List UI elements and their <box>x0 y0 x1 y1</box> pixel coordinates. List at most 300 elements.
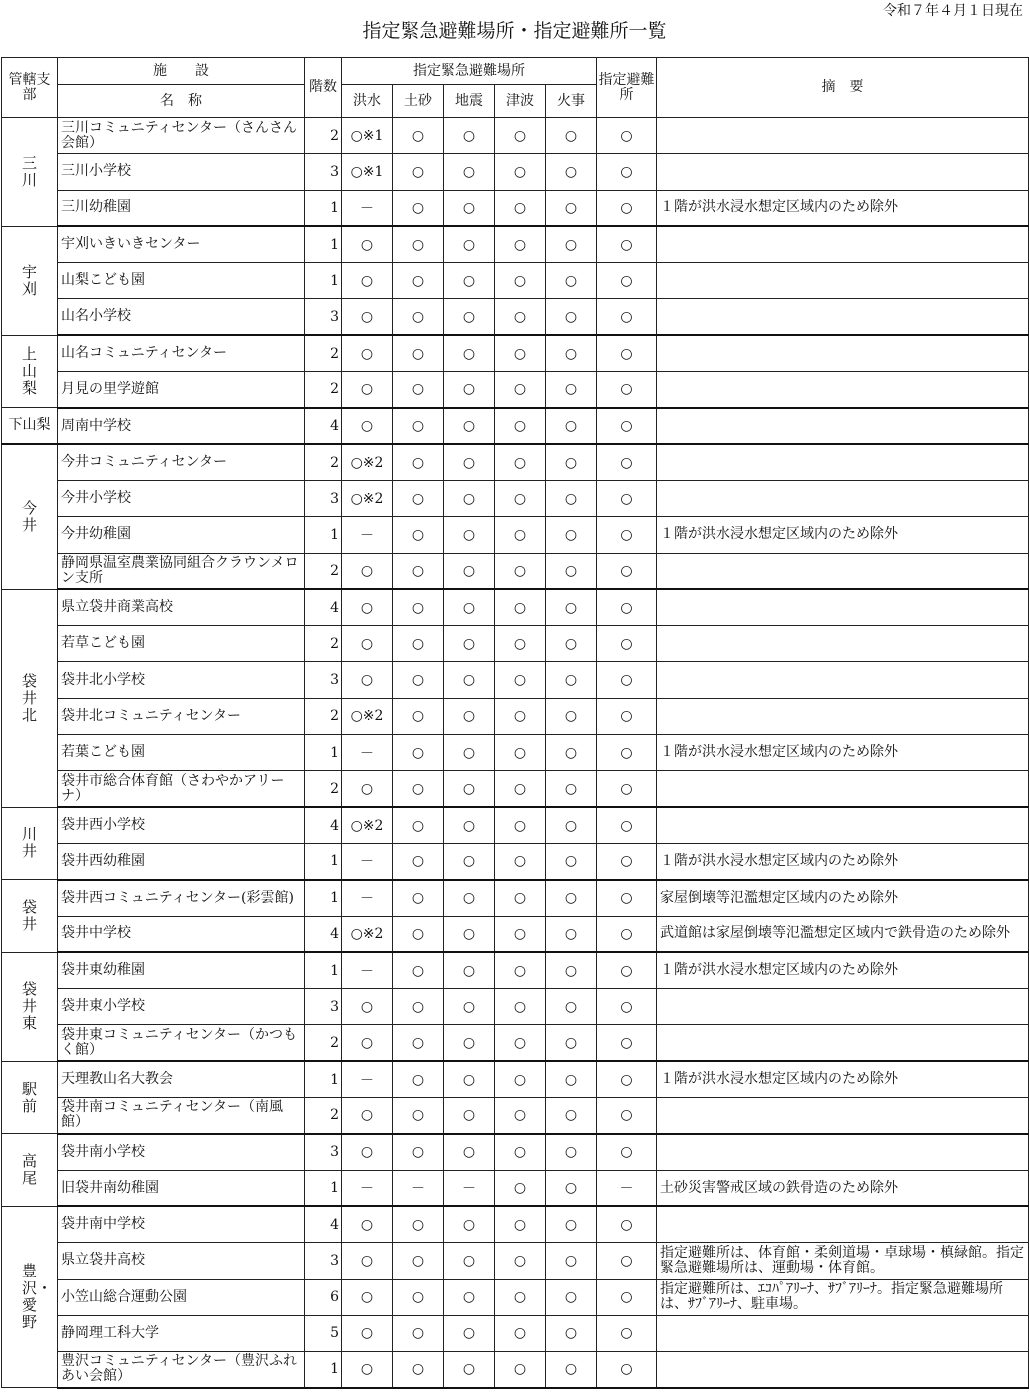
fire-mark: ○ <box>546 154 597 190</box>
fire-mark: ○ <box>546 335 597 371</box>
tsunami-mark: ○ <box>495 480 546 516</box>
flood-mark: ○ <box>342 263 393 299</box>
shelter-mark: ○ <box>597 226 657 262</box>
landslide-mark: ○ <box>393 263 444 299</box>
landslide-mark: ○ <box>393 1061 444 1097</box>
fire-mark: ○ <box>546 408 597 444</box>
tsunami-mark: ○ <box>495 1098 546 1134</box>
summary-note: １階が洪水浸水想定区域内のため除外 <box>657 735 1029 771</box>
landslide-mark: ○ <box>393 190 444 226</box>
table-row <box>2 880 1029 916</box>
facility-name: 月見の里学遊館 <box>58 372 305 408</box>
landslide-mark: ○ <box>393 372 444 408</box>
facility-name: 袋井南小学校 <box>58 1134 305 1170</box>
summary-note <box>657 335 1029 371</box>
table-row <box>2 1098 1029 1134</box>
earthquake-mark: ○ <box>444 299 495 335</box>
shelter-mark: ○ <box>597 1025 657 1061</box>
landslide-mark: ○ <box>393 1279 444 1315</box>
fire-mark: ○ <box>546 553 597 589</box>
floors-cell: 1 <box>305 1170 342 1206</box>
floors-cell: 6 <box>305 1279 342 1315</box>
header-floors: 階数 <box>305 58 342 118</box>
branch-cell <box>2 118 58 227</box>
floors-cell: 2 <box>305 771 342 807</box>
floors-cell: 1 <box>305 735 342 771</box>
branch-label: 宇刈 <box>22 262 38 298</box>
shelter-mark: ○ <box>597 735 657 771</box>
tsunami-mark: ○ <box>495 408 546 444</box>
flood-mark: ○ <box>342 1098 393 1134</box>
summary-note <box>657 589 1029 625</box>
flood-mark: ○ <box>342 1206 393 1242</box>
branch-label: 上山梨 <box>22 345 38 398</box>
fire-mark: ○ <box>546 589 597 625</box>
shelter-mark: ○ <box>597 662 657 698</box>
facility-name: 今井幼稚園 <box>58 517 305 553</box>
table-row <box>2 807 1029 843</box>
earthquake-mark: ○ <box>444 372 495 408</box>
landslide-mark: ○ <box>393 662 444 698</box>
fire-mark: ○ <box>546 263 597 299</box>
floors-cell: 3 <box>305 480 342 516</box>
table-row <box>2 154 1029 190</box>
fire-mark: ○ <box>546 1243 597 1279</box>
table-row <box>2 1134 1029 1170</box>
table-row <box>2 1025 1029 1061</box>
shelter-mark: ○ <box>597 698 657 734</box>
branch-cell <box>2 807 58 880</box>
summary-note <box>657 807 1029 843</box>
landslide-mark: ○ <box>393 771 444 807</box>
flood-mark: ○※1 <box>342 118 393 154</box>
tsunami-mark: ○ <box>495 626 546 662</box>
table-row <box>2 952 1029 988</box>
floors-cell: 2 <box>305 626 342 662</box>
facility-name: 静岡理工科大学 <box>58 1315 305 1351</box>
fire-mark: ○ <box>546 480 597 516</box>
shelter-mark: ○ <box>597 626 657 662</box>
shelter-mark: ○ <box>597 1098 657 1134</box>
landslide-mark: － <box>393 1170 444 1206</box>
fire-mark: ○ <box>546 662 597 698</box>
table-row <box>2 480 1029 516</box>
floors-cell: 1 <box>305 263 342 299</box>
table-row <box>2 335 1029 371</box>
table-row <box>2 626 1029 662</box>
branch-label: 駅前 <box>22 1079 38 1115</box>
earthquake-mark: ○ <box>444 662 495 698</box>
earthquake-mark: － <box>444 1170 495 1206</box>
facility-name: 宇刈いきいきセンター <box>58 226 305 262</box>
fire-mark: ○ <box>546 1315 597 1351</box>
fire-mark: ○ <box>546 1098 597 1134</box>
landslide-mark: ○ <box>393 1025 444 1061</box>
facility-name: 豊沢コミュニティセンター（豊沢ふれあい会館） <box>58 1352 305 1388</box>
floors-cell: 1 <box>305 517 342 553</box>
fire-mark: ○ <box>546 807 597 843</box>
facility-name: 静岡県温室農業協同組合クラウンメロン支所 <box>58 553 305 589</box>
table-row <box>2 299 1029 335</box>
flood-mark: ○ <box>342 372 393 408</box>
landslide-mark: ○ <box>393 589 444 625</box>
facility-name: 袋井西幼稚園 <box>58 843 305 879</box>
floors-cell: 5 <box>305 1315 342 1351</box>
landslide-mark: ○ <box>393 1098 444 1134</box>
flood-mark: ○ <box>342 1025 393 1061</box>
earthquake-mark: ○ <box>444 1243 495 1279</box>
tsunami-mark: ○ <box>495 952 546 988</box>
floors-cell: 1 <box>305 190 342 226</box>
branch-cell <box>2 1134 58 1207</box>
landslide-mark: ○ <box>393 335 444 371</box>
shelter-mark: ○ <box>597 335 657 371</box>
fire-mark: ○ <box>546 1061 597 1097</box>
fire-mark: ○ <box>546 1352 597 1388</box>
facility-name: 袋井南コミュニティセンター（南風館） <box>58 1098 305 1134</box>
summary-note <box>657 1315 1029 1351</box>
branch-label: 高尾 <box>22 1152 38 1188</box>
earthquake-mark: ○ <box>444 444 495 480</box>
shelter-mark: ○ <box>597 1279 657 1315</box>
as-of-date: 令和７年４月１日現在 <box>883 3 1023 19</box>
shelter-mark: ○ <box>597 771 657 807</box>
flood-mark: ○※2 <box>342 916 393 952</box>
table-row <box>2 843 1029 879</box>
summary-note <box>657 553 1029 589</box>
floors-cell: 2 <box>305 444 342 480</box>
floors-cell: 1 <box>305 226 342 262</box>
table-row <box>2 553 1029 589</box>
floors-cell: 4 <box>305 589 342 625</box>
shelter-mark: ○ <box>597 444 657 480</box>
earthquake-mark: ○ <box>444 1134 495 1170</box>
floors-cell: 2 <box>305 335 342 371</box>
tsunami-mark: ○ <box>495 1206 546 1242</box>
fire-mark: ○ <box>546 190 597 226</box>
tsunami-mark: ○ <box>495 843 546 879</box>
table-header <box>2 58 1029 118</box>
header-hazard-tsunami: 津波 <box>495 85 546 118</box>
shelter-mark: ○ <box>597 190 657 226</box>
earthquake-mark: ○ <box>444 1206 495 1242</box>
table-row <box>2 916 1029 952</box>
fire-mark: ○ <box>546 626 597 662</box>
landslide-mark: ○ <box>393 626 444 662</box>
fire-mark: ○ <box>546 952 597 988</box>
fire-mark: ○ <box>546 698 597 734</box>
shelter-mark: ○ <box>597 989 657 1025</box>
facility-name: 三川コミュニティセンター（さんさん会館） <box>58 118 305 154</box>
flood-mark: ○※1 <box>342 154 393 190</box>
floors-cell: 2 <box>305 1098 342 1134</box>
table-row <box>2 1170 1029 1206</box>
summary-note <box>657 1134 1029 1170</box>
tsunami-mark: ○ <box>495 190 546 226</box>
header-branch: 管轄支部 <box>2 58 58 118</box>
tsunami-mark: ○ <box>495 1061 546 1097</box>
summary-note <box>657 989 1029 1025</box>
summary-note <box>657 299 1029 335</box>
tsunami-mark: ○ <box>495 118 546 154</box>
summary-note <box>657 263 1029 299</box>
table-row <box>2 1061 1029 1097</box>
table-row <box>2 698 1029 734</box>
flood-mark: ○ <box>342 553 393 589</box>
floors-cell: 4 <box>305 408 342 444</box>
branch-label: 三川 <box>22 153 38 189</box>
summary-note: 指定避難所は、体育館・柔剣道場・卓球場・槙緑館。指定緊急避難場所は、運動場・体育館。 <box>657 1243 1029 1279</box>
facility-name: 今井コミュニティセンター <box>58 444 305 480</box>
earthquake-mark: ○ <box>444 1352 495 1388</box>
branch-cell <box>2 444 58 589</box>
floors-cell: 1 <box>305 952 342 988</box>
summary-note <box>657 626 1029 662</box>
flood-mark: ○ <box>342 1352 393 1388</box>
floors-cell: 2 <box>305 553 342 589</box>
landslide-mark: ○ <box>393 1315 444 1351</box>
shelter-mark: ○ <box>597 408 657 444</box>
earthquake-mark: ○ <box>444 517 495 553</box>
branch-cell: 下山梨 <box>2 408 58 444</box>
shelter-mark: ○ <box>597 916 657 952</box>
floors-cell: 3 <box>305 662 342 698</box>
landslide-mark: ○ <box>393 807 444 843</box>
flood-mark: － <box>342 1061 393 1097</box>
branch-cell <box>2 952 58 1061</box>
tsunami-mark: ○ <box>495 1315 546 1351</box>
tsunami-mark: ○ <box>495 1134 546 1170</box>
landslide-mark: ○ <box>393 517 444 553</box>
summary-note: １階が洪水浸水想定区域内のため除外 <box>657 1061 1029 1097</box>
header-facility-group: 施 設 <box>58 58 305 85</box>
table-row <box>2 444 1029 480</box>
tsunami-mark: ○ <box>495 1279 546 1315</box>
floors-cell: 1 <box>305 843 342 879</box>
header-hazard-earthquake: 地震 <box>444 85 495 118</box>
earthquake-mark: ○ <box>444 408 495 444</box>
tsunami-mark: ○ <box>495 698 546 734</box>
fire-mark: ○ <box>546 1025 597 1061</box>
earthquake-mark: ○ <box>444 335 495 371</box>
table-row <box>2 662 1029 698</box>
table-row <box>2 118 1029 154</box>
shelter-mark: ○ <box>597 299 657 335</box>
floors-cell: 3 <box>305 154 342 190</box>
tsunami-mark: ○ <box>495 226 546 262</box>
earthquake-mark: ○ <box>444 1098 495 1134</box>
tsunami-mark: ○ <box>495 989 546 1025</box>
tsunami-mark: ○ <box>495 662 546 698</box>
facility-name: 小笠山総合運動公園 <box>58 1279 305 1315</box>
shelter-mark: ○ <box>597 517 657 553</box>
landslide-mark: ○ <box>393 843 444 879</box>
facility-name: 袋井北コミュニティセンター <box>58 698 305 734</box>
landslide-mark: ○ <box>393 880 444 916</box>
landslide-mark: ○ <box>393 698 444 734</box>
shelter-mark: ○ <box>597 118 657 154</box>
tsunami-mark: ○ <box>495 1025 546 1061</box>
shelter-mark: ○ <box>597 1243 657 1279</box>
summary-note <box>657 1352 1029 1388</box>
facility-name: 県立袋井商業高校 <box>58 589 305 625</box>
landslide-mark: ○ <box>393 480 444 516</box>
landslide-mark: ○ <box>393 1243 444 1279</box>
earthquake-mark: ○ <box>444 1061 495 1097</box>
flood-mark: － <box>342 1170 393 1206</box>
landslide-mark: ○ <box>393 1206 444 1242</box>
summary-note: 家屋倒壊等氾濫想定区域内のため除外 <box>657 880 1029 916</box>
shelter-mark: ○ <box>597 1315 657 1351</box>
summary-note: １階が洪水浸水想定区域内のため除外 <box>657 843 1029 879</box>
flood-mark: － <box>342 735 393 771</box>
facility-name: 山梨こども園 <box>58 263 305 299</box>
facility-name: 袋井東コミュニティセンター（かつもく館） <box>58 1025 305 1061</box>
fire-mark: ○ <box>546 118 597 154</box>
earthquake-mark: ○ <box>444 952 495 988</box>
table-row <box>2 517 1029 553</box>
earthquake-mark: ○ <box>444 843 495 879</box>
fire-mark: ○ <box>546 517 597 553</box>
table-row <box>2 372 1029 408</box>
table-row <box>2 589 1029 625</box>
flood-mark: ○ <box>342 1243 393 1279</box>
earthquake-mark: ○ <box>444 263 495 299</box>
summary-note <box>657 662 1029 698</box>
shelter-mark: ○ <box>597 807 657 843</box>
shelter-mark: ○ <box>597 480 657 516</box>
earthquake-mark: ○ <box>444 989 495 1025</box>
summary-note <box>657 154 1029 190</box>
floors-cell: 3 <box>305 989 342 1025</box>
table-row <box>2 771 1029 807</box>
flood-mark: ○ <box>342 989 393 1025</box>
flood-mark: ○ <box>342 1315 393 1351</box>
flood-mark: ○ <box>342 771 393 807</box>
facility-name: 若草こども園 <box>58 626 305 662</box>
earthquake-mark: ○ <box>444 589 495 625</box>
floors-cell: 2 <box>305 372 342 408</box>
flood-mark: ○ <box>342 1134 393 1170</box>
earthquake-mark: ○ <box>444 226 495 262</box>
summary-note: 指定避難所は、ｴｺﾊﾟｱﾘｰﾅ、ｻﾌﾞｱﾘｰﾅ。指定緊急避難場所は、ｻﾌﾞｱﾘｰﾅ、駐車場。 <box>657 1279 1029 1315</box>
landslide-mark: ○ <box>393 916 444 952</box>
branch-label: 今井 <box>22 499 38 535</box>
earthquake-mark: ○ <box>444 1025 495 1061</box>
flood-mark: － <box>342 843 393 879</box>
earthquake-mark: ○ <box>444 771 495 807</box>
tsunami-mark: ○ <box>495 1170 546 1206</box>
table-row <box>2 735 1029 771</box>
floors-cell: 1 <box>305 880 342 916</box>
summary-note <box>657 1206 1029 1242</box>
flood-mark: ○※2 <box>342 807 393 843</box>
flood-mark: ○ <box>342 1279 393 1315</box>
tsunami-mark: ○ <box>495 1243 546 1279</box>
facility-name: 旧袋井南幼稚園 <box>58 1170 305 1206</box>
facility-name: 県立袋井高校 <box>58 1243 305 1279</box>
floors-cell: 4 <box>305 916 342 952</box>
tsunami-mark: ○ <box>495 880 546 916</box>
summary-note: 武道館は家屋倒壊等氾濫想定区域内で鉄骨造のため除外 <box>657 916 1029 952</box>
branch-label: 袋井 <box>22 898 38 934</box>
summary-note: 土砂災害警戒区域の鉄骨造のため除外 <box>657 1170 1029 1206</box>
facility-name: 袋井市総合体育館（さわやかアリーナ） <box>58 771 305 807</box>
facility-name: 山名コミュニティセンター <box>58 335 305 371</box>
summary-note: １階が洪水浸水想定区域内のため除外 <box>657 190 1029 226</box>
floors-cell: 3 <box>305 1134 342 1170</box>
fire-mark: ○ <box>546 1279 597 1315</box>
summary-note <box>657 226 1029 262</box>
earthquake-mark: ○ <box>444 1279 495 1315</box>
shelter-mark: ○ <box>597 1206 657 1242</box>
shelter-mark: ○ <box>597 952 657 988</box>
table-row <box>2 1243 1029 1279</box>
flood-mark: ○※2 <box>342 698 393 734</box>
landslide-mark: ○ <box>393 1352 444 1388</box>
shelter-mark: ○ <box>597 843 657 879</box>
fire-mark: ○ <box>546 299 597 335</box>
fire-mark: ○ <box>546 843 597 879</box>
landslide-mark: ○ <box>393 989 444 1025</box>
landslide-mark: ○ <box>393 952 444 988</box>
facility-name: 山名小学校 <box>58 299 305 335</box>
table-row <box>2 190 1029 226</box>
facility-name: 今井小学校 <box>58 480 305 516</box>
facility-name: 三川小学校 <box>58 154 305 190</box>
facility-name: 若葉こども園 <box>58 735 305 771</box>
branch-label: 袋井北 <box>22 671 38 724</box>
shelter-mark: ○ <box>597 1352 657 1388</box>
fire-mark: ○ <box>546 989 597 1025</box>
tsunami-mark: ○ <box>495 771 546 807</box>
summary-note <box>657 480 1029 516</box>
table-row <box>2 1206 1029 1242</box>
header-emergency-group: 指定緊急避難場所 <box>342 58 597 85</box>
earthquake-mark: ○ <box>444 880 495 916</box>
header-hazard-landslide: 土砂 <box>393 85 444 118</box>
flood-mark: ○ <box>342 662 393 698</box>
header-shelter: 指定避難所 <box>597 58 657 118</box>
tsunami-mark: ○ <box>495 517 546 553</box>
summary-note: １階が洪水浸水想定区域内のため除外 <box>657 952 1029 988</box>
header-summary: 摘 要 <box>657 58 1029 118</box>
earthquake-mark: ○ <box>444 190 495 226</box>
fire-mark: ○ <box>546 1206 597 1242</box>
header-facility-name: 名 称 <box>58 85 305 118</box>
branch-cell <box>2 1061 58 1134</box>
summary-note <box>657 771 1029 807</box>
fire-mark: ○ <box>546 226 597 262</box>
shelter-mark: － <box>597 1170 657 1206</box>
tsunami-mark: ○ <box>495 335 546 371</box>
branch-cell <box>2 589 58 807</box>
flood-mark: ○※2 <box>342 480 393 516</box>
tsunami-mark: ○ <box>495 916 546 952</box>
landslide-mark: ○ <box>393 408 444 444</box>
facility-name: 三川幼稚園 <box>58 190 305 226</box>
shelter-mark: ○ <box>597 1134 657 1170</box>
flood-mark: ○ <box>342 408 393 444</box>
flood-mark: － <box>342 952 393 988</box>
floors-cell: 1 <box>305 1061 342 1097</box>
landslide-mark: ○ <box>393 226 444 262</box>
tsunami-mark: ○ <box>495 589 546 625</box>
earthquake-mark: ○ <box>444 118 495 154</box>
flood-mark: ○ <box>342 299 393 335</box>
branch-cell <box>2 1206 58 1387</box>
earthquake-mark: ○ <box>444 916 495 952</box>
